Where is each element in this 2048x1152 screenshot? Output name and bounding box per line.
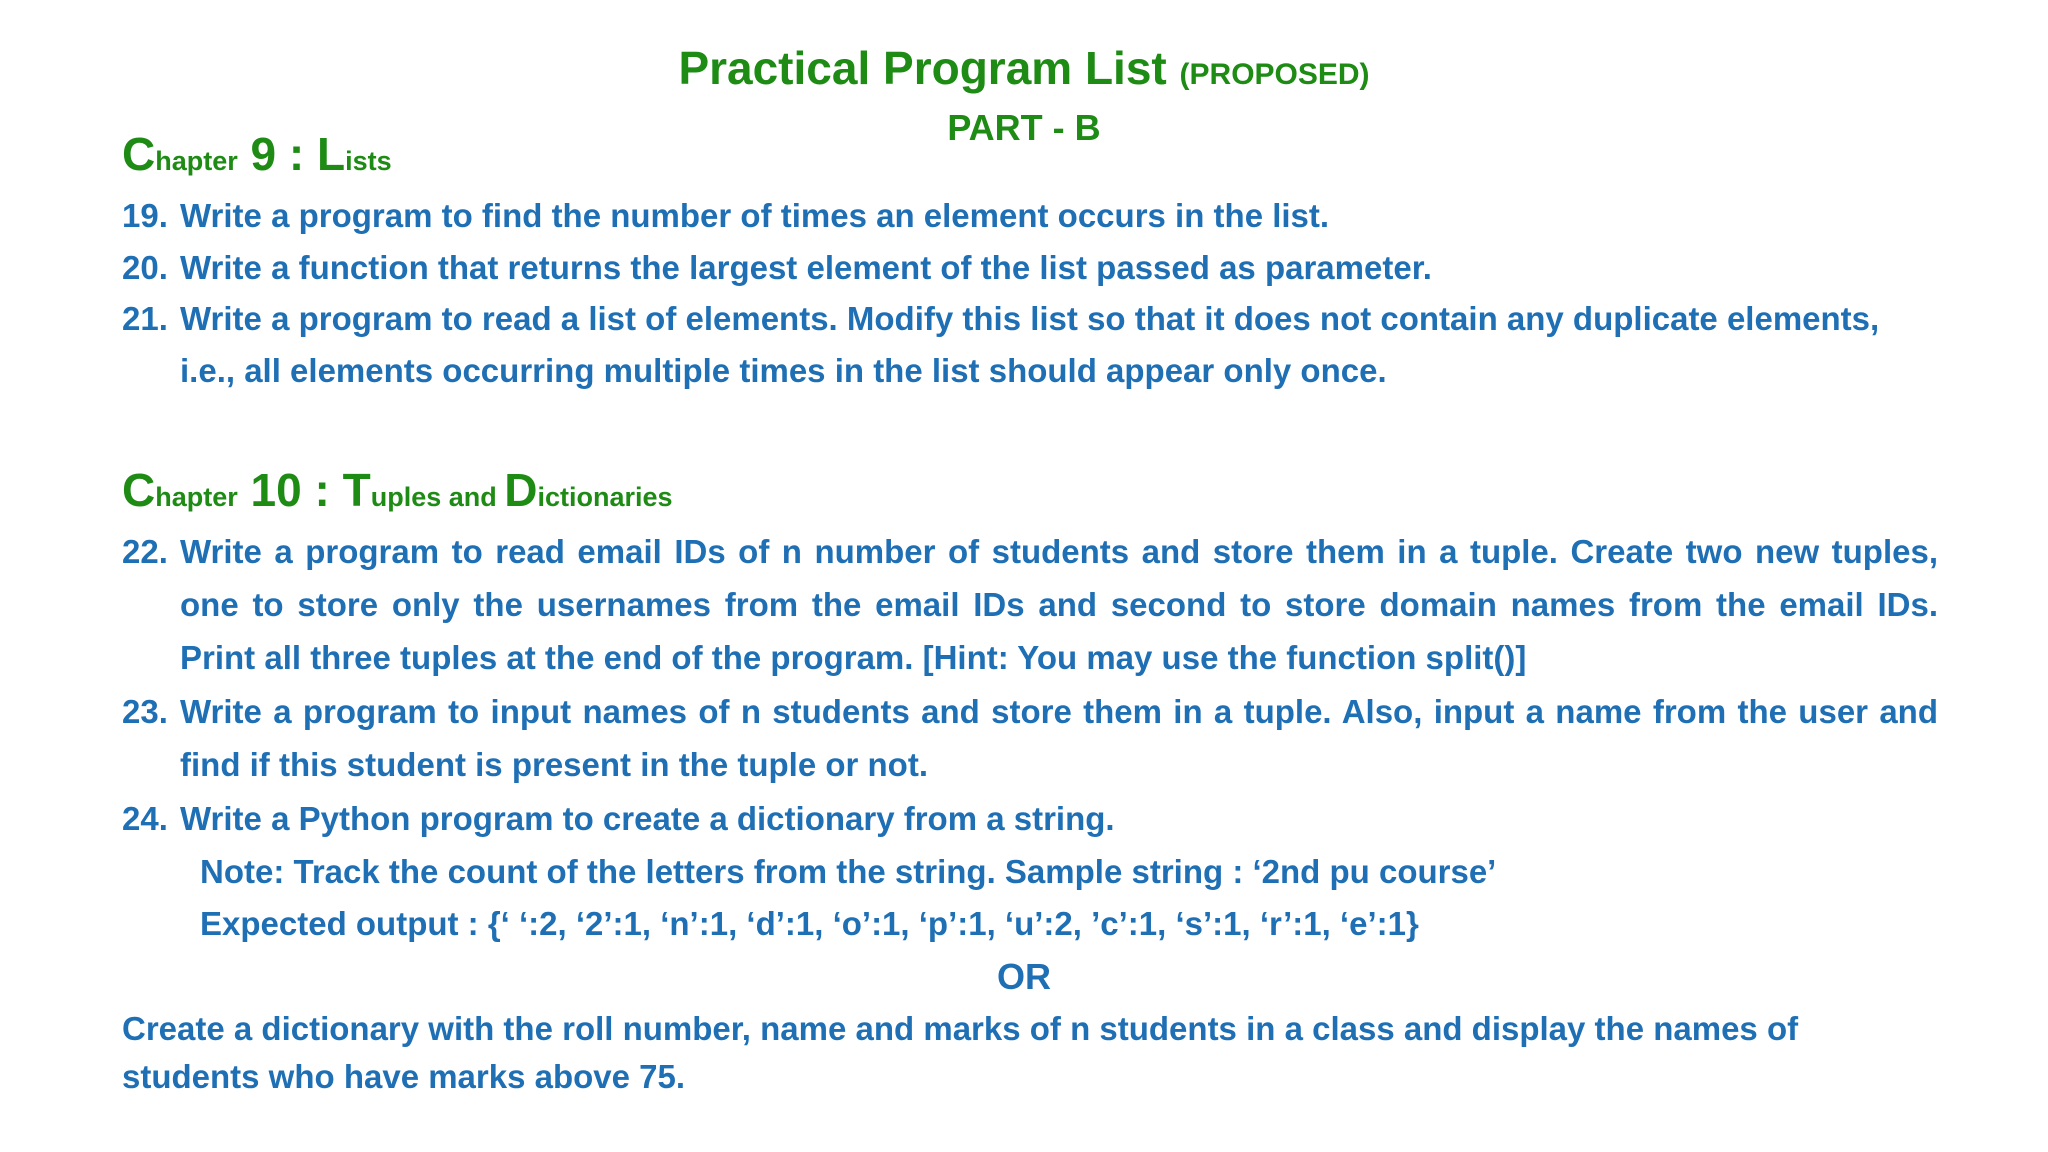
item-23-text-line-1: Write a program to input names of n students and store them in a tuple. Also, input a name from the user and <box>180 693 1938 730</box>
item-19-number: 19. <box>122 197 168 234</box>
item-24-number: 24. <box>122 800 168 837</box>
item-20-text: Write a function that returns the largest element of the list passed as parameter. <box>180 249 1432 286</box>
item-23-number: 23. <box>122 693 168 730</box>
item-19-text: Write a program to find the number of times an element occurs in the list. <box>180 197 1330 234</box>
or-separator: OR <box>997 956 1051 997</box>
chapter-10-heading: Chapter 10 : Tuples and Dictionaries <box>122 464 673 516</box>
part-label: PART - B <box>947 107 1101 148</box>
item-22-text-line-1: Write a program to read email IDs of n number of students and store them in a tuple. Create two new tuples, <box>180 533 1938 570</box>
title-note: (PROPOSED) <box>1179 58 1370 91</box>
item-21-text-line-2: i.e., all elements occurring multiple times in the list should appear only once. <box>180 352 1387 389</box>
item-22-text-line-3: Print all three tuples at the end of the program. [Hint: You may use the function split()] <box>180 639 1527 676</box>
item-21-number: 21. <box>122 300 168 337</box>
alternative-line-1: Create a dictionary with the roll number, name and marks of n students in a class and display the names of <box>122 1010 1799 1047</box>
page-title <box>0 38 2048 105</box>
item-22-number: 22. <box>122 533 168 570</box>
alternative-line-2: students who have marks above 75. <box>122 1058 686 1095</box>
item-21-text-line-1: Write a program to read a list of elements. Modify this list so that it does not contain any duplicate elements, <box>180 300 1880 337</box>
item-24-expected-output: Expected output : {‘ ‘:2, ‘2’:1, ‘n’:1, ‘d’:1, ‘o’:1, ‘p’:1, ‘u’:2, ’c’:1, ‘s’:1, ‘r’:1, ‘e’:1} <box>200 905 1419 942</box>
item-24-note: Note: Track the count of the letters from the string. Sample string : ‘2nd pu course’ <box>200 853 1497 890</box>
item-22-text-line-2: one to store only the usernames from the email IDs and second to store domain names from the email IDs. <box>180 586 1938 623</box>
title-main: Practical Program List <box>678 42 1167 94</box>
item-20-number: 20. <box>122 249 168 286</box>
item-24-text-line-1: Write a Python program to create a dictionary from a string. <box>180 800 1115 837</box>
chapter-9-heading: Chapter 9 : Lists <box>122 128 392 180</box>
item-23-text-line-2: find if this student is present in the tuple or not. <box>180 746 928 783</box>
